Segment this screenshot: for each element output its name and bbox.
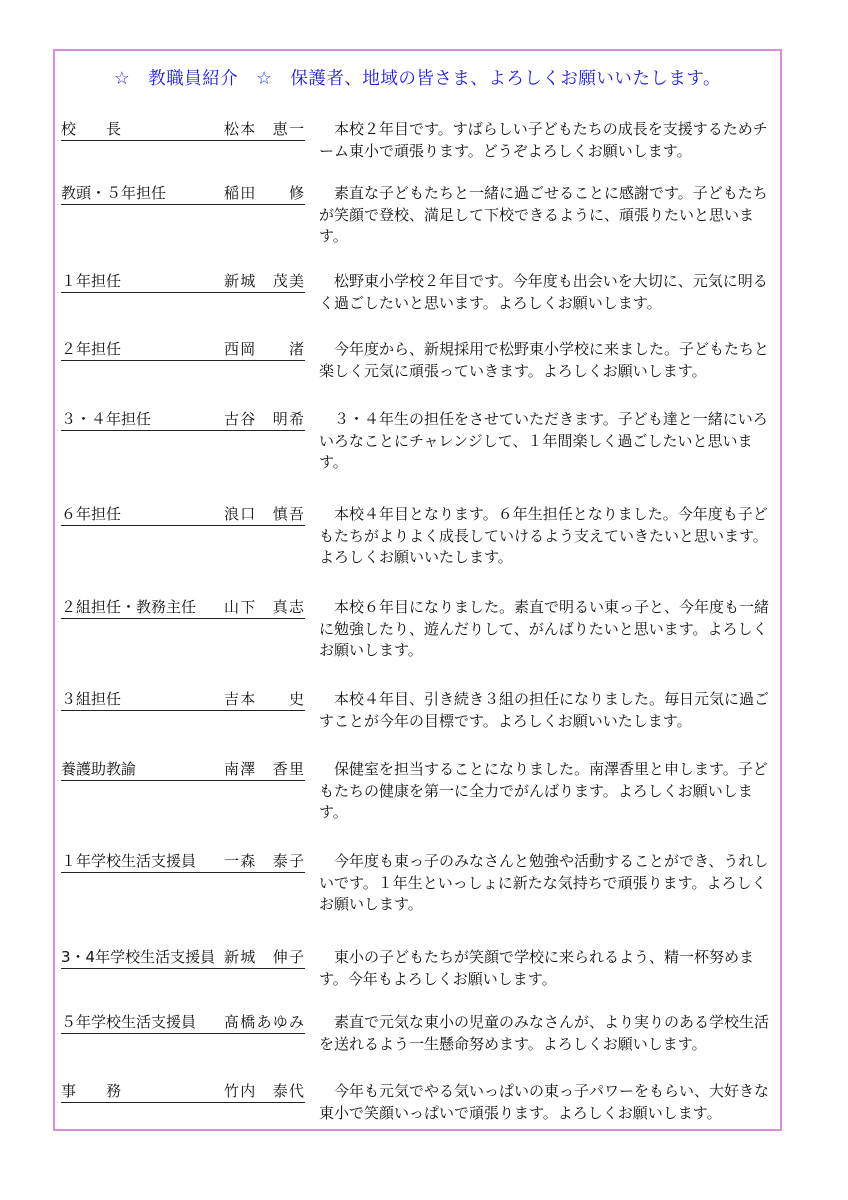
staff-message: 今年度も東っ子のみなさんと勉強や活動することができ、うれしいです。１年生といっしょに新たな気持ちで頑張ります。よろしくお願いします。 [319,852,769,913]
staff-role: 養護助教諭 [61,760,137,778]
staff-role: 3・4年学校生活支援員 [61,948,216,966]
staff-heading [61,409,305,431]
staff-heading [61,339,305,361]
staff-name: 南澤 香里 [224,760,304,778]
staff-message: 今年も元気でやる気いっぱいの東っ子パワーをもらい、大好きな東小で笑顔いっぱいで頑張ります。よろしくお願いします。 [319,1082,770,1122]
staff-name: 竹内 泰代 [224,1082,304,1100]
page-title: ☆ 教職員紹介 ☆ 保護者、地域の皆さま、よろしくお願いいたします。 [114,69,721,89]
staff-role: 校 長 [61,120,122,138]
staff-heading [61,119,305,141]
staff-name: 浪口 慎吾 [224,505,304,523]
staff-role: ２年担任 [61,340,122,358]
staff-heading [61,947,305,969]
staff-message: 保健室を担当することになりました。南澤香里と申します。子どもたちの健康を第一に全力でがんばります。よろしくお願いします。 [319,760,768,821]
staff-heading [61,597,305,619]
staff-role: 教頭・５年担任 [61,184,167,202]
staff-role: １年担任 [61,272,122,290]
staff-name: 新城 伸子 [224,948,304,966]
staff-name: 新城 茂美 [224,272,304,290]
staff-message: 本校４年目、引き続き３組の担任になりました。毎日元気に過ごすことが今年の目標です。よろしくお願いいたします。 [319,690,770,730]
staff-name: 一森 泰子 [224,852,304,870]
staff-heading [61,1012,305,1034]
staff-name: 松本 恵一 [224,120,304,138]
staff-role: ２組担任・教務主任 [61,598,197,616]
staff-message: 素直な子どもたちと一緒に過ごせることに感謝です。子どもたちが笑顔で登校、満足して下校できるように、頑張りたいと思います。 [319,184,768,245]
staff-name: 山下 真志 [224,598,304,616]
staff-message: 今年度から、新規採用で松野東小学校に来ました。子どもたちと楽しく元気に頑張っていきます。よろしくお願いします。 [319,340,770,380]
staff-message: 松野東小学校２年目です。今年度も出会いを大切に、元気に明るく過ごしたいと思います。よろしくお願いします。 [319,272,768,312]
staff-role: 事 務 [61,1082,122,1100]
staff-name: 吉本 史 [224,690,304,708]
staff-role: ５年学校生活支援員 [61,1013,197,1031]
staff-message: ３・４年生の担任をさせていただきます。子ども達と一緒にいろいろなことにチャレンジして、１年間楽しく過ごしたいと思います。 [319,410,768,471]
staff-message: 本校２年目です。すばらしい子どもたちの成長を支援するためチーム東小で頑張ります。どうぞよろしくお願いします。 [319,120,768,160]
staff-message: 本校６年目になりました。素直で明るい東っ子と、今年度も一緒に勉強したり、遊んだりして、がんばりたいと思います。よろしくお願いします。 [319,598,770,659]
staff-heading [61,1081,305,1103]
staff-message: 東小の子どもたちが笑顔で学校に来られるよう、精一杯努めます。今年もよろしくお願いします。 [319,948,755,988]
staff-heading [61,271,305,293]
staff-heading [61,689,305,711]
staff-name: 古谷 明希 [224,410,304,428]
staff-role: ６年担任 [61,505,122,523]
staff-name: 稲田 修 [224,184,304,202]
page-frame [53,49,782,1131]
staff-heading [61,759,305,781]
staff-role: ３・４年担任 [61,410,152,428]
staff-name: 西岡 渚 [224,340,304,358]
staff-heading [61,851,305,873]
staff-message: 素直で元気な東小の児童のみなさんが、より実りのある学校生活を送れるよう一生懸命努めます。よろしくお願いします。 [319,1013,770,1053]
staff-role: １年学校生活支援員 [61,852,197,870]
staff-role: ３組担任 [61,690,122,708]
staff-heading [61,183,305,205]
staff-message: 本校４年目となります。６年生担任となりました。今年度も子どもたちがよりよく成長していけるよう支えていきたいと思います。よろしくお願いいたします。 [319,505,768,566]
staff-name: 髙橋あゆみ [224,1013,304,1031]
staff-heading [61,504,305,526]
